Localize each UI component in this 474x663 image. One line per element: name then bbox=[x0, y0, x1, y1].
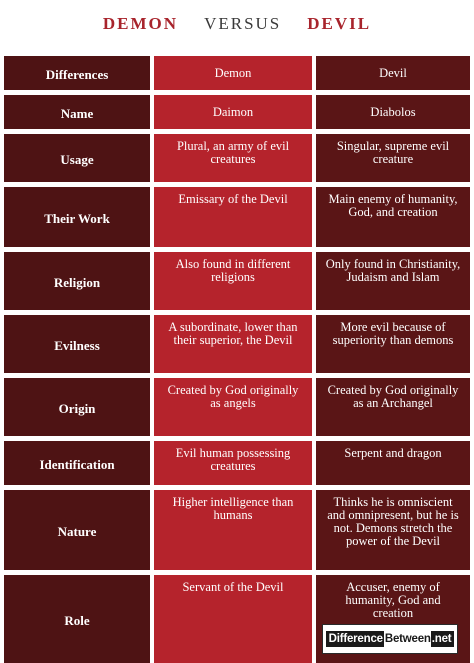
row-label: Evilness bbox=[4, 315, 150, 373]
demon-cell: Servant of the Devil bbox=[154, 575, 312, 663]
row-label: Name bbox=[4, 95, 150, 129]
row-label: Role bbox=[4, 575, 150, 663]
devil-cell: Singular, supreme evil creature bbox=[316, 134, 470, 182]
devil-cell: Only found in Christianity, Judaism and Islam bbox=[316, 252, 470, 310]
devil-cell: Serpent and dragon bbox=[316, 441, 470, 485]
demon-cell: A subordinate, lower than their superior, the Devil bbox=[154, 315, 312, 373]
row-label: Identification bbox=[4, 441, 150, 485]
devil-cell: Diabolos bbox=[316, 95, 470, 129]
differencebetween-logo bbox=[322, 624, 458, 654]
devil-cell: More evil because of superiority than demons bbox=[316, 315, 470, 373]
demon-cell: Evil human possessing creatures bbox=[154, 441, 312, 485]
demon-cell: Daimon bbox=[154, 95, 312, 129]
title-demon: DEMON bbox=[102, 14, 179, 33]
row-label: Usage bbox=[4, 134, 150, 182]
comparison-table bbox=[4, 56, 470, 663]
devil-cell: Accuser, enemy of humanity, God and creation bbox=[316, 575, 470, 663]
title-versus: VERSUS bbox=[204, 14, 282, 33]
header-demon: Demon bbox=[154, 56, 312, 90]
logo-part-between: Between bbox=[384, 633, 431, 645]
devil-cell: Created by God originally as an Archangel bbox=[316, 378, 470, 436]
demon-cell: Created by God originally as angels bbox=[154, 378, 312, 436]
row-label: Their Work bbox=[4, 187, 150, 247]
devil-cell: Thinks he is omniscient and omnipresent, but he is not. Demons stretch the power of the Devil bbox=[316, 490, 470, 570]
demon-cell: Also found in different religions bbox=[154, 252, 312, 310]
demon-cell: Higher intelligence than humans bbox=[154, 490, 312, 570]
logo-part-net: .net bbox=[431, 631, 455, 647]
header-devil: Devil bbox=[316, 56, 470, 90]
title-devil: DEVIL bbox=[307, 14, 372, 33]
row-label: Religion bbox=[4, 252, 150, 310]
demon-cell: Plural, an army of evil creatures bbox=[154, 134, 312, 182]
header-differences: Differences bbox=[4, 56, 150, 90]
row-label: Nature bbox=[4, 490, 150, 570]
row-label: Origin bbox=[4, 378, 150, 436]
demon-cell: Emissary of the Devil bbox=[154, 187, 312, 247]
page-title bbox=[0, 14, 474, 38]
devil-cell: Main enemy of humanity, God, and creation bbox=[316, 187, 470, 247]
logo-part-difference: Difference bbox=[326, 631, 384, 647]
